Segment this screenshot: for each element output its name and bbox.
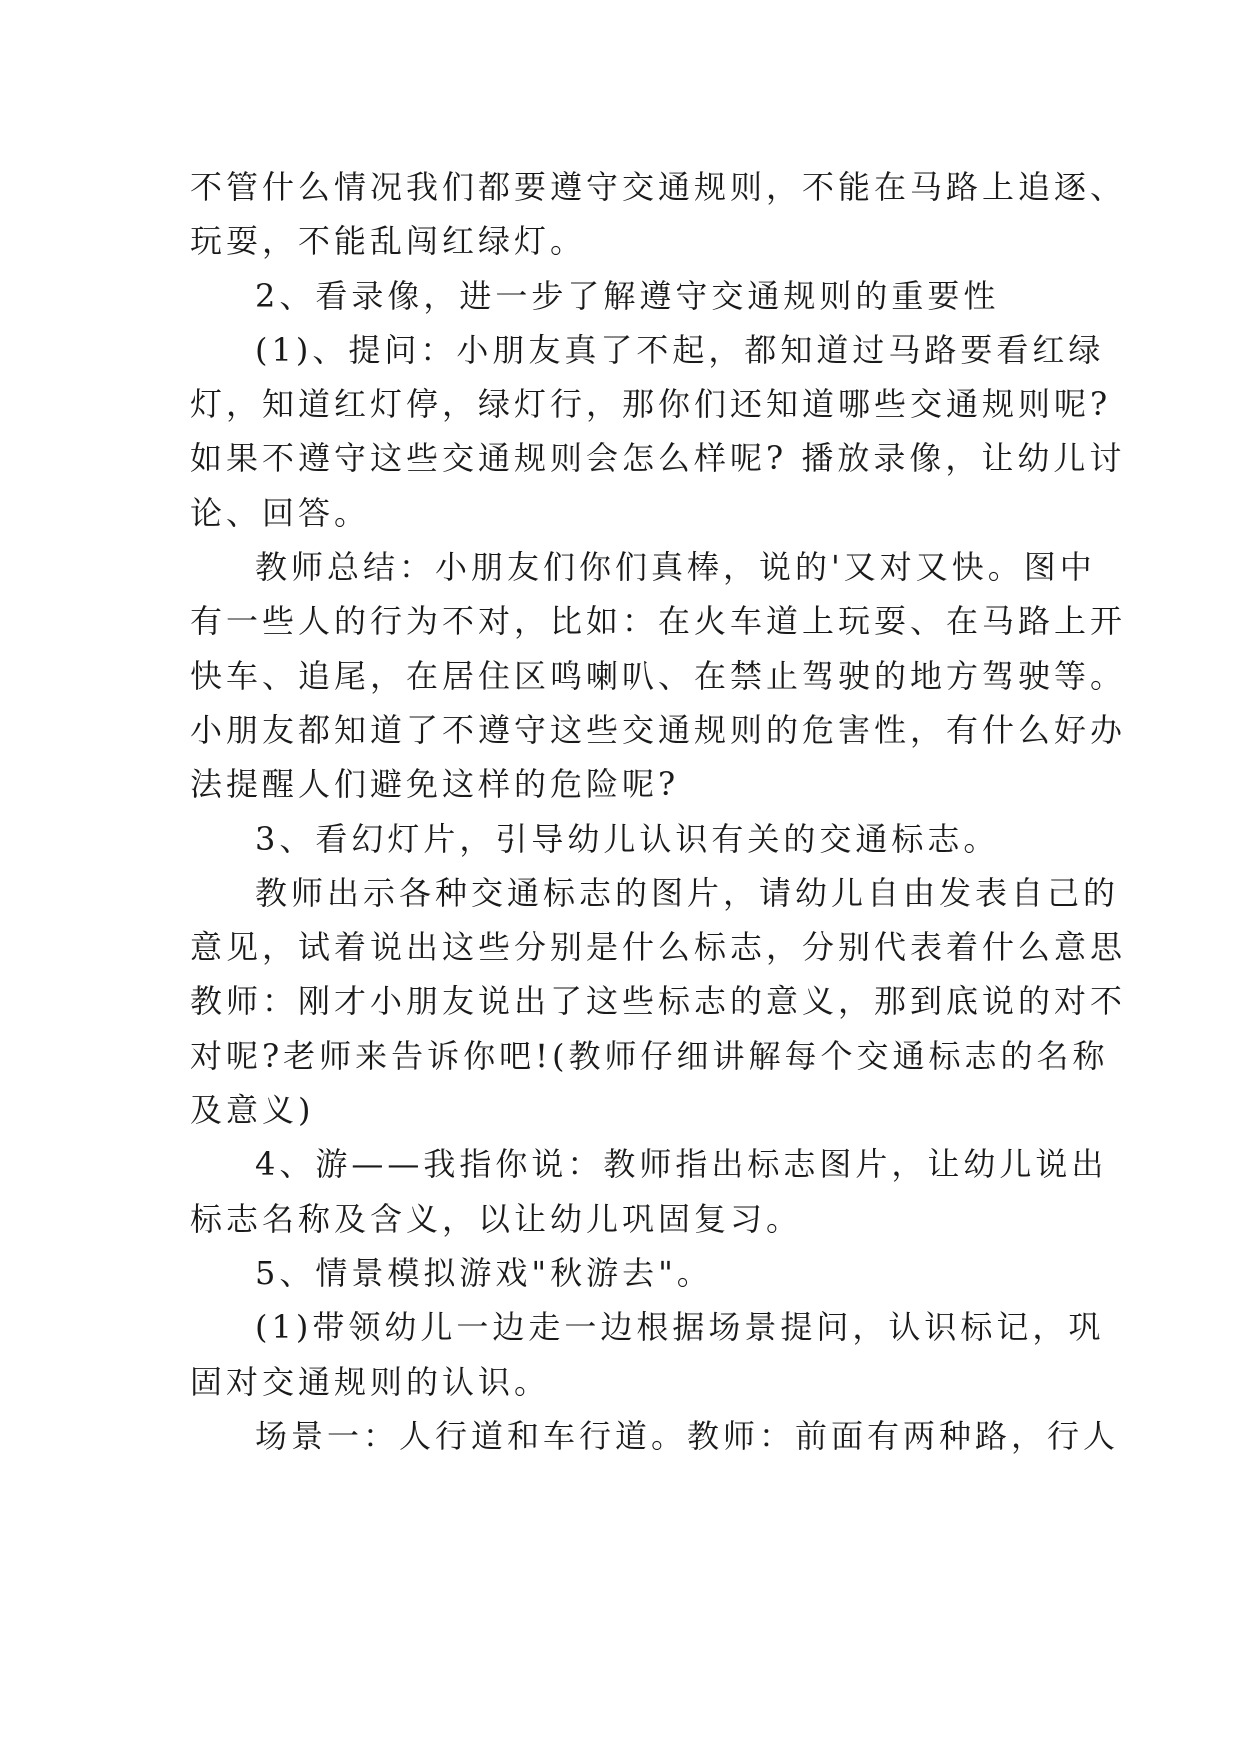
text-line: 意见，试着说出这些分别是什么标志，分别代表着什么意思: [190, 928, 1127, 967]
text-line: 如果不遵守这些交通规则会怎么样呢? 播放录像，让幼儿讨: [190, 439, 1126, 478]
section-heading: 4、游——我指你说：教师指出标志图片，让幼儿说出: [255, 1145, 1108, 1184]
text-line: 对呢?老师来告诉你吧!(教师仔细讲解每个交通标志的名称: [190, 1036, 1109, 1075]
section-heading: 3、看幻灯片，引导幼儿认识有关的交通标志。: [255, 819, 1000, 858]
paragraph-start: (1)、提问：小朋友真了不起，都知道过马路要看红绿: [255, 330, 1105, 369]
body-text: [190, 160, 1127, 1463]
section-heading: 5、情景模拟游戏"秋游去"。: [255, 1253, 713, 1292]
text-line: 快车、追尾，在居住区鸣喇叭、在禁止驾驶的地方驾驶等。: [190, 656, 1127, 695]
text-line: 论、回答。: [190, 493, 371, 532]
text-line: 灯，知道红灯停，绿灯行，那你们还知道哪些交通规则呢?: [190, 385, 1112, 424]
text-line: 标志名称及含义，以让幼儿巩固复习。: [190, 1199, 803, 1238]
paragraph-start: 教师总结：小朋友们你们真棒，说的'又对又快。图中: [255, 548, 1096, 587]
paragraph-start: (1)带领幼儿一边走一边根据场景提问，认识标记，巩: [255, 1308, 1105, 1347]
text-line: 小朋友都知道了不遵守这些交通规则的危害性，有什么好办: [190, 710, 1127, 749]
text-line: 固对交通规则的认识。: [190, 1362, 551, 1401]
text-line: 及意义): [190, 1091, 315, 1130]
paragraph-start: 场景一：人行道和车行道。教师：前面有两种路，行人: [255, 1416, 1120, 1455]
text-line: 教师：刚才小朋友说出了这些标志的意义，那到底说的对不: [190, 982, 1127, 1021]
text-line: 不管什么情况我们都要遵守交通规则，不能在马路上追逐、: [190, 168, 1127, 206]
text-line: 玩耍，不能乱闯红绿灯。: [190, 222, 587, 261]
section-heading: 2、看录像，进一步了解遵守交通规则的重要性: [255, 276, 1000, 315]
paragraph-start: 教师出示各种交通标志的图片，请幼儿自由发表自己的: [255, 873, 1120, 912]
text-line: 法提醒人们避免这样的危险呢?: [190, 765, 680, 804]
text-line: 有一些人的行为不对，比如：在火车道上玩耍、在马路上开: [190, 602, 1127, 641]
